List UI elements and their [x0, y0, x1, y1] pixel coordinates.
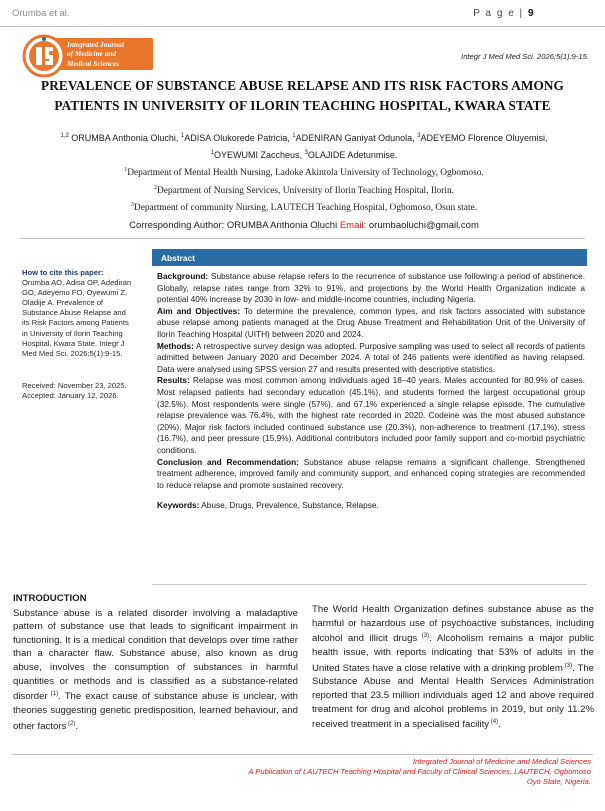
intro-left-column [13, 592, 298, 733]
author-sup: 1 [180, 133, 185, 139]
affiliation-item [18, 181, 590, 199]
cite-text: Orumba AO, Adisa OP, Adediran GO, Adeyemo FO, Oyewumi Z, Oladije A. Prevalence of Substance Abuse Relapse and its Risk Factors among Patients in University of Ilorin Teaching Hospital, Kwara State. Integr J Med Med Sci. 2026;5(1):9-15. [22, 278, 132, 358]
aims-text: To determine the prevalence, common types, and risk factors associated with substance abuse relapse among patients managed at the Drug Abuse Treatment and Rehabilitation Unit of the University of Ilorin Teaching Hospital (UITH) between 2020 and 2024. [157, 305, 586, 339]
corresponding-label: Corresponding Author: ORUMBA Anthonia Oluchi [129, 220, 340, 231]
abstract-conclusion [157, 457, 585, 492]
results-label: Results: [157, 375, 190, 386]
intro-text: . Alcoholism remains a major public health issue, with reports indicating that 53% of adults in the United States have a close relative with a drinking problem [312, 633, 594, 674]
corresponding-divider [20, 238, 585, 239]
journal-name-banner [55, 38, 153, 70]
email-label: Email: [339, 220, 369, 231]
reference-marker: (2) [66, 720, 76, 727]
running-author: Orumba et al. [12, 8, 70, 19]
author-name: OLAJIDE Adetunmise. [307, 150, 398, 160]
intro-text: The World Health Organization defines substance abuse as the harmful or hazardous use of psychoactive substances, including alcohol and illicit drugs [312, 604, 594, 645]
affiliation-sup: 2 [153, 184, 157, 191]
page-footer [171, 757, 591, 786]
accepted-date: Accepted: January 12, 2026. [22, 390, 119, 400]
journal-name-line3: Medical Sciences [67, 58, 120, 68]
abstract-background [157, 271, 585, 306]
affiliation-text: Department of Nursing Services, University of Ilorin Teaching Hospital, Ilorin. [156, 185, 455, 196]
affiliation-sup: 3 [130, 202, 134, 209]
article-title [20, 76, 585, 116]
author-sup: 3 [417, 133, 421, 139]
author-sup: 1,2 [60, 133, 69, 139]
footer-journal: Integrated Journal of Medicine and Medical Sciences [412, 757, 591, 766]
abstract-results [157, 375, 585, 456]
journal-citation: Integr J Med Med Sci. 2026;5(1):9-15. [461, 52, 589, 61]
intro-heading: INTRODUCTION [13, 593, 87, 604]
footer-location: Oyo State, Nigeria. [526, 776, 591, 786]
author-sup: 3 [304, 150, 308, 156]
affiliation-sup: 1 [124, 167, 128, 173]
author-name: ADISA Olukorede Patricia, [184, 133, 293, 143]
conclusion-label: Conclusion and Recommendation: [157, 456, 299, 467]
journal-name-line1: Integrated Journal [67, 40, 124, 49]
affiliation-list [18, 163, 590, 216]
author-name: OYEWUMI Zaccheus, [213, 150, 305, 160]
abstract-divider [152, 584, 587, 585]
intro-text: . The exact cause of substance abuse is unclear, with theories suggesting genetic predisposition, learned behaviour, and other factors [13, 691, 298, 732]
intro-right-column [312, 603, 594, 732]
background-text: Substance abuse relapse refers to the recurrence of substance use following a period of abstinence. Globally, relapse rates range from 32% to 91%, and projections by the World Health Organization indicate a potential 40% increase by 2030 in low- and middle-income countries, including Nigeria. [157, 271, 585, 305]
reference-marker: (3) [562, 662, 573, 669]
intro-text: Substance abuse is a related disorder involving a maladaptive pattern of substance use that leads to significant impairment in functioning. It is a medical condition that develops over time rather than a character flaw. Substance abuse, also known as drug abuse, involves the consumption of substances in harmful quantities or methods and is classified as a substance-related disorder [13, 607, 298, 703]
reference-marker: (3) [417, 633, 430, 640]
footer-publisher: A Publication of LAUTECH Teaching Hospital and Faculty of Clinical Sciences, LAUTECH, Ogbomoso [248, 766, 591, 776]
intro-paragraph [13, 607, 298, 734]
running-header [0, 0, 605, 30]
reference-marker: (4) [489, 719, 499, 726]
intro-paragraph [312, 603, 594, 732]
author-name: ADEYEMO Florence Oluyemisi, [420, 133, 548, 143]
author-sup: 1 [292, 133, 296, 139]
affiliation-text: Department of Mental Health Nursing, Ladoke Akintola University of Technology, Ogbomoso. [127, 168, 484, 179]
author-name: ADENIRAN Ganiyat Odunola, [295, 133, 418, 143]
author-sup: 1 [210, 150, 214, 156]
conclusion-text: Substance abuse relapse remains a significant challenge. Strengthened treatment adherence, improved family and community support, and enhanced coping strategies are recommended to reduce relapse and promote sustained recovery. [157, 456, 585, 490]
keywords-label: Keywords: [157, 500, 200, 511]
intro-text: . The Substance Abuse and Mental Health Services Administration reported that 23.5 million individuals aged 12 and above required treatment for drug and alcohol problems in 2019, but only 11.2% received treatment in a specialised facility [312, 662, 595, 731]
methods-text: A retrospective survey design was adopted. Purposive sampling was used to select all records of patients admitted between January 2020 and December 2024. A total of 246 patients were identified as having relapsed. Data were analysed using SPSS version 27 and results presented with descriptive statistics. [157, 340, 585, 374]
received-date: Received: November 23, 2025. [22, 380, 127, 390]
abstract-keywords [157, 500, 585, 512]
cite-heading: How to cite this paper: [22, 268, 104, 277]
title-line-2: PATIENTS IN UNIVERSITY OF ILORIN TEACHING HOSPITAL, KWARA STATE [54, 98, 551, 113]
reference-marker: (1) [47, 691, 59, 698]
author-name: ORUMBA Anthonia Oluchi, [68, 133, 181, 143]
results-text: Relapse was most common among individuals aged 18–40 years. Males accounted for 80.9% of cases. Most relapsed patients had secondary education (45.1%), and students formed the largest occupational group (32.5%). Most respondents were single (57%), and 67.1% experienced a single relapse episode. The cumulative relapse prevalence was 76.4%, with the highest rate recorded in 2020. Codeine was the most abused substance (20%). Major risk factors included continued substance use (20.3%), non-adherence to treatment (17.1%), stress (16.7%), and peer pressure (15.9%). Additional contributors included poor family support and co-morbid psychiatric conditions. [157, 375, 585, 455]
title-line-1: PREVALENCE OF SUBSTANCE ABUSE RELAPSE AND ITS RISK FACTORS AMONG [41, 78, 564, 93]
affiliation-text: Department of community Nursing, LAUTECH Teaching Hospital, Ogbomoso, Osun state. [133, 203, 478, 214]
affiliation-item [18, 198, 590, 216]
abstract-aims [157, 306, 585, 341]
page-number: 9 [527, 8, 535, 19]
author-list [18, 129, 590, 163]
footer-divider [12, 754, 593, 755]
journal-name-line2: of Medicine and [67, 49, 117, 59]
page-indicator [473, 8, 535, 19]
abstract-body [157, 271, 585, 512]
corresponding-author [18, 220, 590, 231]
journal-logo-icon [22, 34, 66, 78]
keywords-text: Abuse, Drugs, Prevalence, Substance, Relapse. [199, 500, 379, 511]
citation-sidebar [22, 268, 134, 401]
aims-label: Aim and Objectives: [157, 305, 241, 316]
abstract-heading: Abstract [152, 249, 587, 266]
affiliation-item [18, 163, 590, 181]
intro-text: . [75, 720, 78, 732]
page-label: P a g e | [473, 8, 524, 19]
intro-text: . [498, 719, 501, 731]
email-link[interactable]: orumbaoluchi@gmail.com [368, 220, 479, 231]
background-label: Background: [157, 271, 209, 281]
abstract-methods [157, 341, 585, 376]
methods-label: Methods: [157, 340, 194, 351]
header-divider [0, 26, 605, 27]
